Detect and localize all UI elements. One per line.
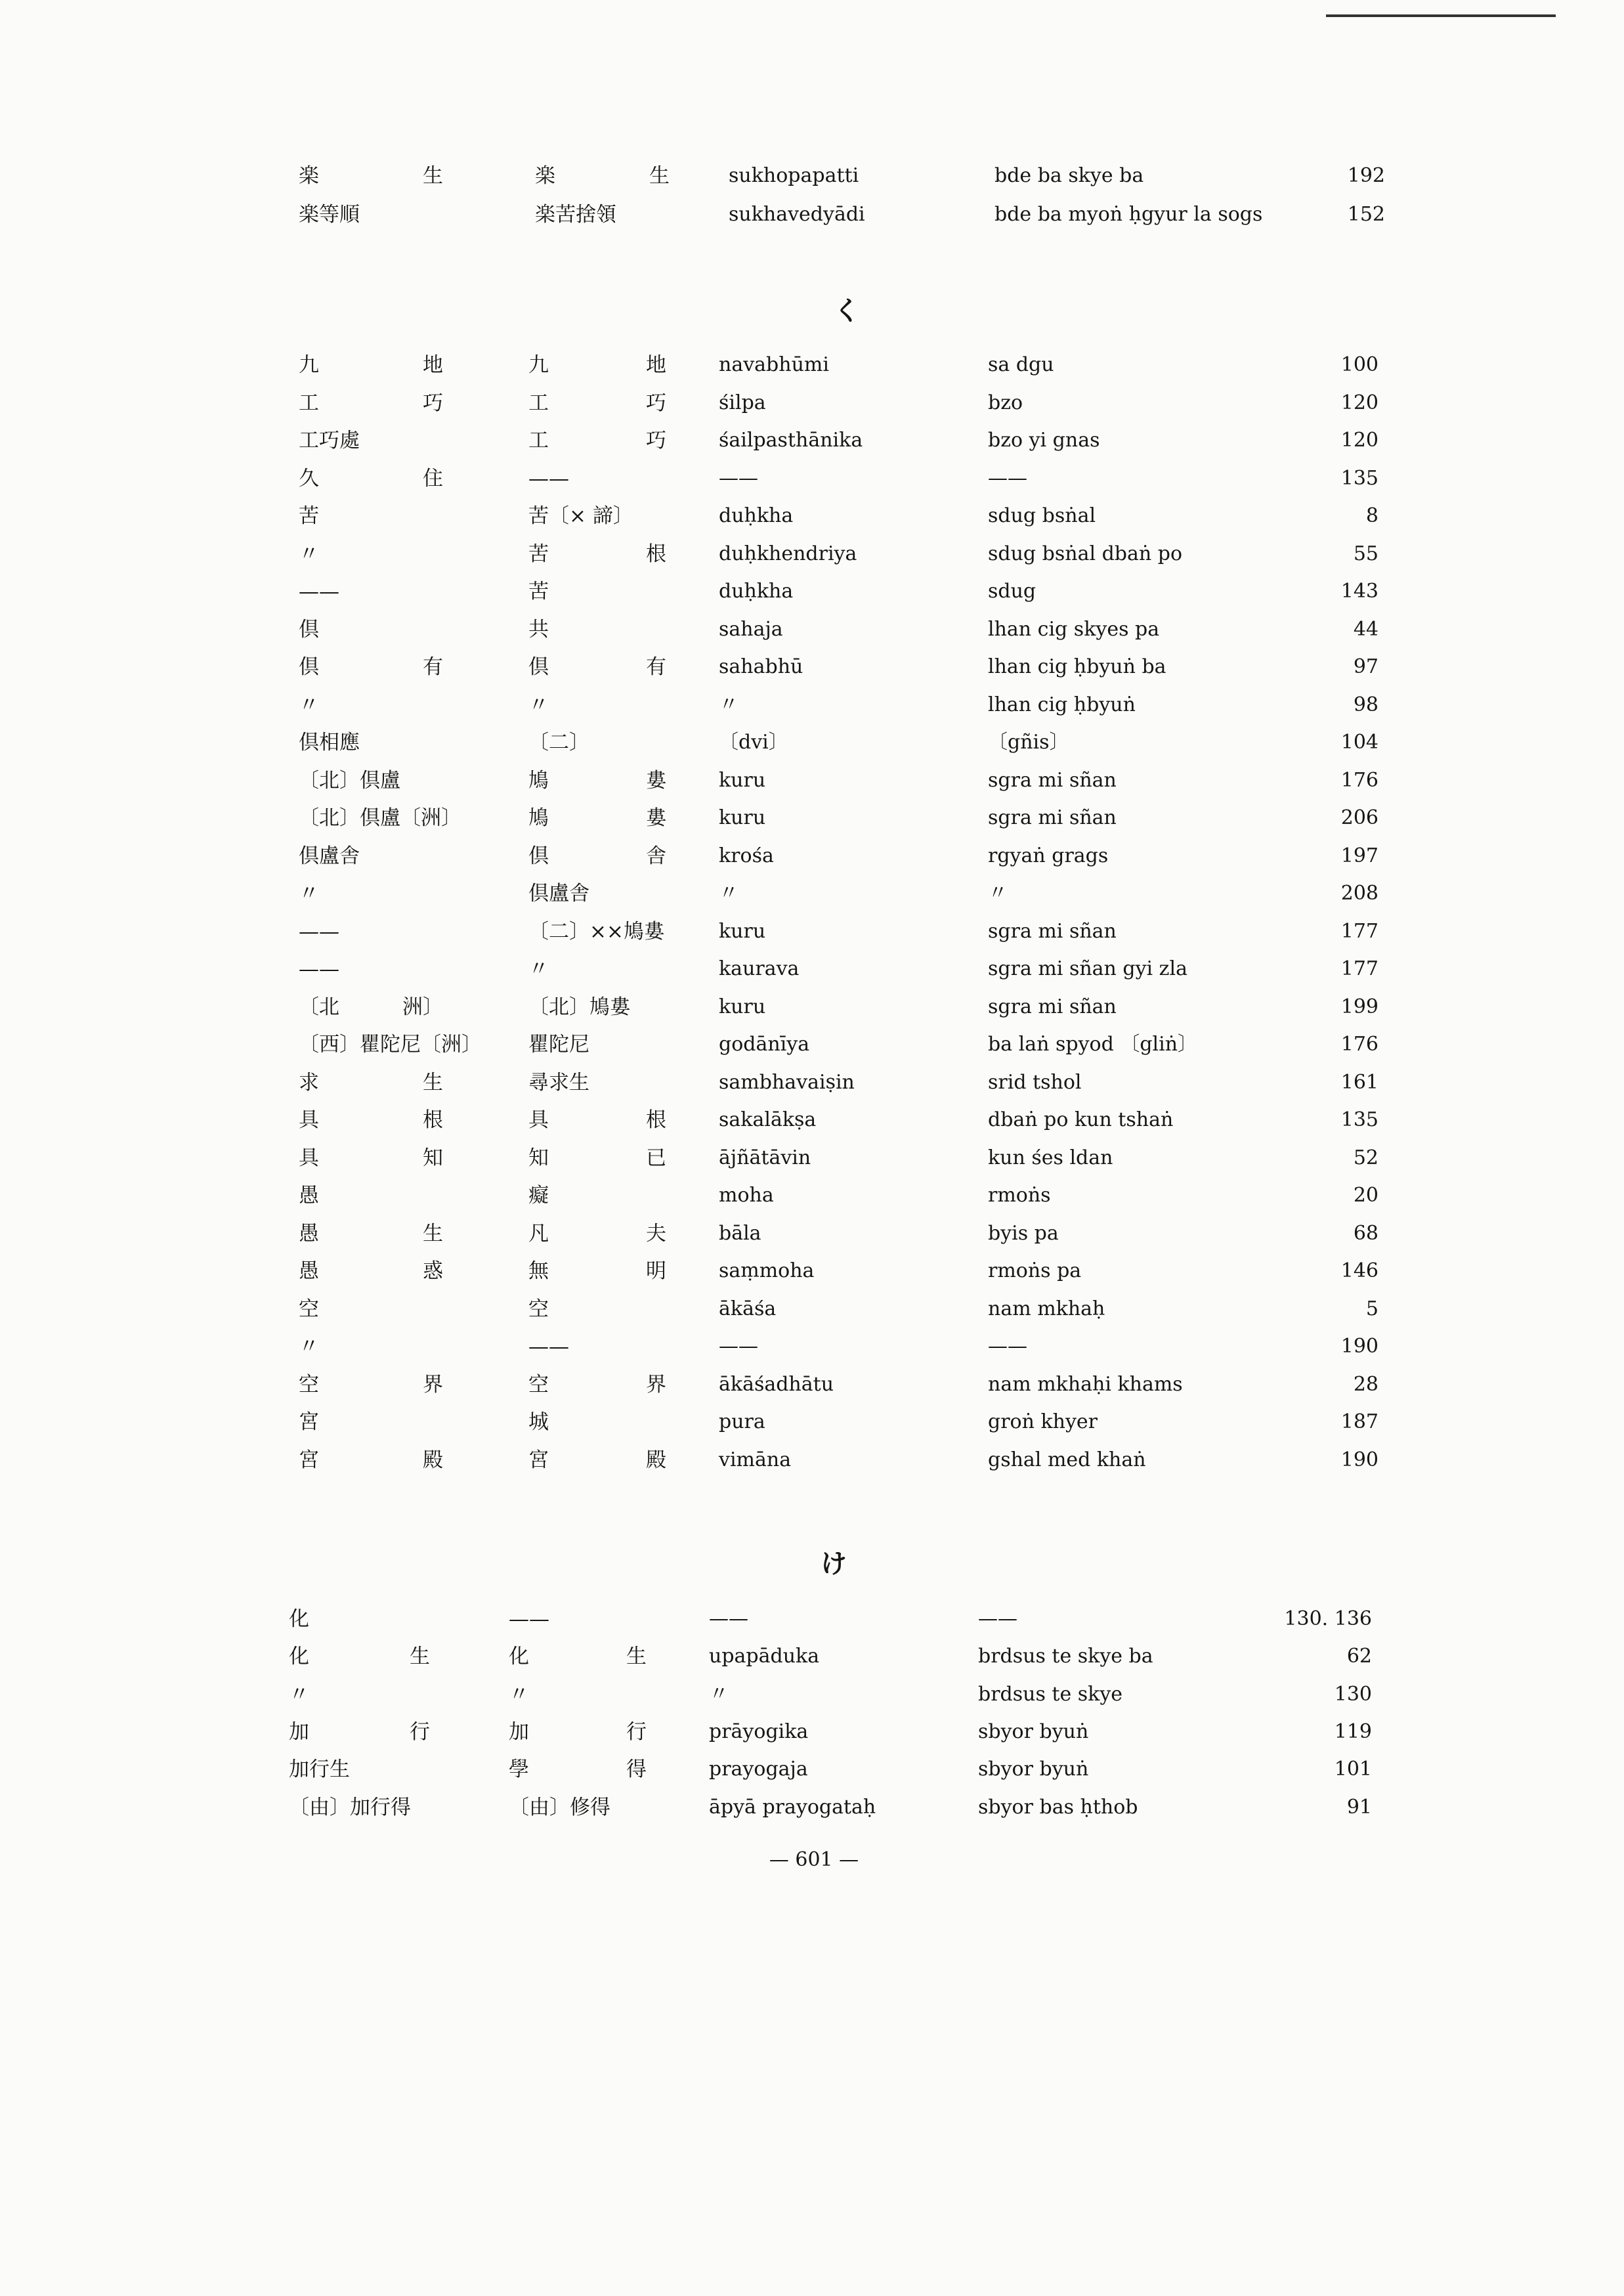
term-japanese: 〔北〕倶盧 — [299, 768, 400, 792]
term-chinese: 加 行 — [509, 1720, 647, 1744]
term-sanskrit: śailpasthānika — [719, 429, 863, 452]
page-reference: 44 — [1353, 617, 1378, 641]
index-entry-row — [0, 990, 1624, 1024]
term-japanese: —— — [299, 957, 339, 981]
page-number: — 601 — — [769, 1848, 859, 1871]
term-japanese: 愚 — [299, 1184, 319, 1207]
page-reference: 135 — [1340, 466, 1378, 490]
term-japanese: 〃 — [299, 542, 319, 566]
term-sanskrit: ājñātāvin — [719, 1146, 811, 1169]
page-reference: 190 — [1340, 1448, 1378, 1471]
term-japanese: 楽 生 — [299, 164, 443, 188]
term-chinese: 無 明 — [528, 1259, 666, 1283]
term-tibetan: lhan cig ḥbyuṅ ba — [988, 655, 1166, 678]
term-tibetan: nam mkhaḥi khams — [988, 1372, 1183, 1396]
term-chinese: 苦 根 — [528, 542, 666, 566]
page-reference: 177 — [1340, 957, 1378, 980]
term-japanese: 倶相應 — [299, 731, 360, 754]
term-chinese: 〔由〕修得 — [509, 1795, 610, 1819]
term-tibetan: gshal med khaṅ — [988, 1448, 1146, 1471]
term-japanese: 加 行 — [289, 1720, 430, 1744]
term-sanskrit: ākāśa — [719, 1297, 777, 1320]
index-entry-row — [0, 688, 1624, 722]
term-chinese: 尋求生 — [528, 1070, 589, 1094]
term-chinese: 城 — [528, 1410, 549, 1434]
term-japanese: 愚 惑 — [299, 1259, 443, 1283]
page-reference: 5 — [1365, 1297, 1378, 1320]
term-sanskrit: sahabhū — [719, 655, 803, 678]
term-tibetan: bzo — [988, 391, 1023, 414]
term-chinese: 工 巧 — [528, 391, 666, 415]
term-sanskrit: sambhavaiṣin — [719, 1070, 855, 1094]
term-chinese: 工 巧 — [528, 429, 666, 452]
page-reference: 104 — [1340, 731, 1378, 754]
top-rule — [1326, 14, 1556, 17]
term-tibetan: 〔gñis〕 — [988, 731, 1069, 754]
term-tibetan: bde ba myoṅ ḥgyur la sogs — [994, 203, 1263, 226]
term-chinese: 空 — [528, 1297, 549, 1321]
term-japanese: 宮 — [299, 1410, 319, 1434]
index-entry-row — [0, 159, 1624, 193]
page-reference: 143 — [1340, 580, 1378, 603]
page-reference: 146 — [1340, 1259, 1378, 1282]
term-sanskrit: duḥkhendriya — [719, 542, 857, 565]
term-japanese: 〃 — [289, 1682, 309, 1706]
term-tibetan: ba laṅ spyod 〔gliṅ〕 — [988, 1033, 1198, 1056]
term-japanese: 苦 — [299, 504, 319, 528]
term-sanskrit: 〃 — [719, 882, 738, 905]
term-sanskrit: —— — [719, 1335, 758, 1358]
term-chinese: 苦〔× 諦〕 — [528, 504, 633, 528]
term-tibetan: dbaṅ po kun tshaṅ — [988, 1108, 1174, 1131]
term-tibetan: —— — [988, 466, 1027, 490]
term-sanskrit: duḥkha — [719, 504, 794, 527]
page-reference: 98 — [1353, 693, 1378, 716]
term-chinese: 癡 — [528, 1184, 549, 1207]
term-japanese: 〃 — [299, 882, 319, 905]
term-sanskrit: —— — [719, 466, 758, 490]
page-reference: 52 — [1353, 1146, 1378, 1169]
term-tibetan: sbyor bas ḥthob — [978, 1795, 1138, 1819]
term-japanese: 倶 有 — [299, 655, 443, 679]
term-japanese: 具 根 — [299, 1108, 443, 1132]
term-tibetan: groṅ khyer — [988, 1410, 1098, 1433]
page-reference: 208 — [1340, 882, 1378, 905]
page-reference: 119 — [1334, 1720, 1372, 1743]
term-chinese: 瞿陀尼 — [528, 1033, 589, 1056]
term-japanese: 空 界 — [299, 1372, 443, 1397]
index-entry-row — [0, 1141, 1624, 1175]
term-chinese: 〔二〕 — [528, 731, 589, 754]
term-chinese: 空 界 — [528, 1372, 666, 1397]
term-chinese: 宮 殿 — [528, 1448, 666, 1472]
index-entry-row — [0, 613, 1624, 647]
term-tibetan: sbyor byuṅ — [978, 1720, 1089, 1743]
term-sanskrit: 〃 — [719, 693, 738, 716]
term-tibetan: byis pa — [988, 1221, 1059, 1245]
index-entry-row — [0, 574, 1624, 609]
index-entry-row — [0, 952, 1624, 986]
term-tibetan: sdug — [988, 580, 1036, 603]
page-reference: 206 — [1340, 806, 1378, 829]
term-tibetan: brdsus te skye ba — [978, 1645, 1153, 1668]
page-reference: 101 — [1334, 1758, 1372, 1781]
term-tibetan: bde ba skye ba — [994, 164, 1144, 187]
index-entry-row — [0, 1602, 1624, 1636]
index-entry-row — [0, 1179, 1624, 1213]
index-entry-row — [0, 537, 1624, 571]
term-chinese: 鳩 婁 — [528, 806, 666, 830]
section-heading: け — [821, 1548, 847, 1579]
term-chinese: 凡 夫 — [528, 1221, 666, 1245]
term-japanese: 化 生 — [289, 1645, 430, 1669]
index-entry-row — [0, 1217, 1624, 1251]
term-tibetan: sa dgu — [988, 353, 1054, 376]
term-sanskrit: bāla — [719, 1221, 761, 1245]
term-tibetan: sbyor byuṅ — [978, 1758, 1089, 1781]
term-sanskrit: kuru — [719, 806, 766, 829]
term-tibetan: —— — [988, 1335, 1027, 1358]
page-reference: 176 — [1340, 768, 1378, 792]
term-sanskrit: krośa — [719, 844, 774, 867]
term-chinese: 知 已 — [528, 1146, 666, 1170]
index-entry-row — [0, 839, 1624, 873]
page-reference: 55 — [1353, 542, 1378, 565]
term-sanskrit: navabhūmi — [719, 353, 829, 376]
term-tibetan: lhan cig ḥbyuṅ — [988, 693, 1136, 716]
index-entry-row — [0, 1715, 1624, 1749]
term-sanskrit: sahaja — [719, 617, 783, 641]
page-reference: 28 — [1353, 1372, 1378, 1396]
page-reference: 97 — [1353, 655, 1378, 678]
page-reference: 120 — [1340, 429, 1378, 452]
term-japanese: 久 住 — [299, 466, 443, 490]
term-tibetan: rgyaṅ grags — [988, 844, 1109, 867]
page-reference: 161 — [1340, 1070, 1378, 1094]
index-entry-row — [0, 726, 1624, 760]
term-tibetan: 〃 — [988, 882, 1008, 905]
page-reference: 187 — [1340, 1410, 1378, 1433]
page-reference: 8 — [1365, 504, 1378, 527]
term-japanese: 具 知 — [299, 1146, 443, 1170]
term-japanese: —— — [299, 580, 339, 603]
index-entry-row — [0, 1639, 1624, 1674]
term-japanese: 倶 — [299, 617, 319, 641]
index-entry-row — [0, 1368, 1624, 1402]
term-sanskrit: kaurava — [719, 957, 800, 980]
term-japanese: 加行生 — [289, 1758, 350, 1782]
term-japanese: 求 生 — [299, 1070, 443, 1094]
term-japanese: 倶盧舎 — [299, 844, 360, 868]
term-chinese: 共 — [528, 617, 549, 641]
term-japanese: 工巧處 — [299, 429, 360, 452]
term-tibetan: —— — [978, 1607, 1017, 1630]
term-sanskrit: kuru — [719, 995, 766, 1018]
index-entry-row — [0, 1254, 1624, 1288]
term-sanskrit: vimāna — [719, 1448, 792, 1471]
term-chinese: 楽 生 — [535, 164, 670, 188]
page-reference: 177 — [1340, 919, 1378, 943]
term-chinese: 具 根 — [528, 1108, 666, 1132]
index-entry-row — [0, 1066, 1624, 1100]
term-tibetan: sgra mi sñan — [988, 919, 1117, 943]
page-reference: 130. 136 — [1284, 1607, 1372, 1630]
index-entry-row — [0, 877, 1624, 911]
term-japanese: 〔西〕瞿陀尼〔洲〕 — [299, 1033, 482, 1056]
term-sanskrit: āpyā prayogataḥ — [709, 1795, 876, 1819]
term-sanskrit: sukhavedyādi — [729, 203, 865, 226]
term-chinese: 〃 — [509, 1682, 529, 1706]
page-reference: 176 — [1340, 1033, 1378, 1056]
index-entry-row — [0, 1292, 1624, 1326]
term-chinese: —— — [509, 1607, 549, 1631]
term-chinese: 〃 — [528, 693, 549, 717]
term-sanskrit: godānīya — [719, 1033, 810, 1056]
term-sanskrit: 〔dvi〕 — [719, 731, 788, 754]
term-sanskrit: śilpa — [719, 391, 766, 414]
term-sanskrit: sukhopapatti — [729, 164, 859, 187]
term-tibetan: sgra mi sñan — [988, 806, 1117, 829]
page-reference: 120 — [1340, 391, 1378, 414]
term-tibetan: sgra mi sñan — [988, 995, 1117, 1018]
term-chinese: 學 得 — [509, 1758, 647, 1782]
index-entry-row — [0, 764, 1624, 798]
index-entry-row — [0, 198, 1624, 232]
index-entry-row — [0, 1678, 1624, 1712]
term-chinese: 〔二〕××鳩婁 — [528, 919, 664, 943]
index-entry-row — [0, 1028, 1624, 1062]
page-reference: 68 — [1353, 1221, 1378, 1245]
term-tibetan: nam mkhaḥ — [988, 1297, 1105, 1320]
term-tibetan: sdug bsṅal dbaṅ po — [988, 542, 1183, 565]
index-entry-row — [0, 915, 1624, 949]
term-sanskrit: pura — [719, 1410, 765, 1433]
term-tibetan: sdug bsṅal — [988, 504, 1096, 527]
term-chinese: —— — [528, 1335, 569, 1358]
index-entry-row — [0, 499, 1624, 533]
term-tibetan: bzo yi gnas — [988, 429, 1100, 452]
index-entry-row — [0, 1405, 1624, 1439]
index-entry-row — [0, 1790, 1624, 1825]
index-entry-row — [0, 1443, 1624, 1477]
term-sanskrit: prāyogika — [709, 1720, 809, 1743]
term-japanese: 工 巧 — [299, 391, 443, 415]
term-japanese: 宮 殿 — [299, 1448, 443, 1472]
term-sanskrit: upapāduka — [709, 1645, 820, 1668]
page-reference: 190 — [1340, 1335, 1378, 1358]
term-tibetan: srid tshol — [988, 1070, 1082, 1094]
term-japanese: 愚 生 — [299, 1221, 443, 1245]
term-sanskrit: ākāśadhātu — [719, 1372, 834, 1396]
page-reference: 20 — [1353, 1184, 1378, 1207]
term-tibetan: rmoṅs — [988, 1184, 1051, 1207]
index-entry-row — [0, 423, 1624, 458]
term-chinese: 鳩 婁 — [528, 768, 666, 792]
term-sanskrit: prayogaja — [709, 1758, 808, 1781]
index-entry-row — [0, 386, 1624, 420]
term-tibetan: rmoṅs pa — [988, 1259, 1082, 1282]
term-tibetan: lhan cig skyes pa — [988, 617, 1160, 641]
term-sanskrit: kuru — [719, 768, 766, 792]
page-reference: 62 — [1346, 1645, 1372, 1668]
term-sanskrit: —— — [709, 1607, 748, 1630]
page-reference: 135 — [1340, 1108, 1378, 1131]
term-sanskrit: duḥkha — [719, 580, 794, 603]
term-sanskrit: sakalākṣa — [719, 1108, 817, 1131]
term-japanese: 〔北 洲〕 — [299, 995, 443, 1019]
page-reference: 197 — [1340, 844, 1378, 867]
term-chinese: 倶 舎 — [528, 844, 666, 868]
term-tibetan: kun śes ldan — [988, 1146, 1113, 1169]
page-reference: 199 — [1340, 995, 1378, 1018]
section-heading: く — [834, 295, 860, 326]
term-tibetan: sgra mi sñan — [988, 768, 1117, 792]
page-reference: 91 — [1346, 1795, 1372, 1819]
term-japanese: —— — [299, 919, 339, 943]
page-reference: 100 — [1340, 353, 1378, 376]
term-japanese: 九 地 — [299, 353, 443, 377]
term-sanskrit: saṃmoha — [719, 1259, 815, 1282]
page-reference: 130 — [1334, 1682, 1372, 1706]
page-reference: 152 — [1347, 203, 1385, 226]
term-chinese: 倶盧舎 — [528, 882, 589, 905]
index-entry-row — [0, 1752, 1624, 1787]
index-entry-row — [0, 650, 1624, 684]
term-chinese: 〃 — [528, 957, 549, 981]
term-chinese: 〔北〕鳩婁 — [528, 995, 630, 1019]
term-japanese: 〔由〕加行得 — [289, 1795, 411, 1819]
term-tibetan: brdsus te skye — [978, 1682, 1123, 1706]
term-chinese: 化 生 — [509, 1645, 647, 1669]
term-japanese: 〔北〕倶盧〔洲〕 — [299, 806, 461, 830]
index-entry-row — [0, 1103, 1624, 1137]
page-reference: 192 — [1347, 164, 1385, 187]
term-sanskrit: 〃 — [709, 1682, 729, 1706]
term-japanese: 〃 — [299, 693, 319, 717]
index-entry-row — [0, 1330, 1624, 1364]
index-entry-row — [0, 801, 1624, 835]
term-chinese: 倶 有 — [528, 655, 666, 679]
term-chinese: 九 地 — [528, 353, 666, 377]
term-sanskrit: kuru — [719, 919, 766, 943]
index-entry-row — [0, 348, 1624, 382]
term-chinese: 楽苦捨領 — [535, 203, 616, 227]
term-japanese: 〃 — [299, 1335, 319, 1358]
term-japanese: 楽等順 — [299, 203, 360, 227]
index-entry-row — [0, 462, 1624, 496]
term-japanese: 空 — [299, 1297, 319, 1321]
term-chinese: 苦 — [528, 580, 549, 603]
term-chinese: —— — [528, 466, 569, 490]
term-tibetan: sgra mi sñan gyi zla — [988, 957, 1187, 980]
term-japanese: 化 — [289, 1607, 309, 1631]
term-sanskrit: moha — [719, 1184, 774, 1207]
